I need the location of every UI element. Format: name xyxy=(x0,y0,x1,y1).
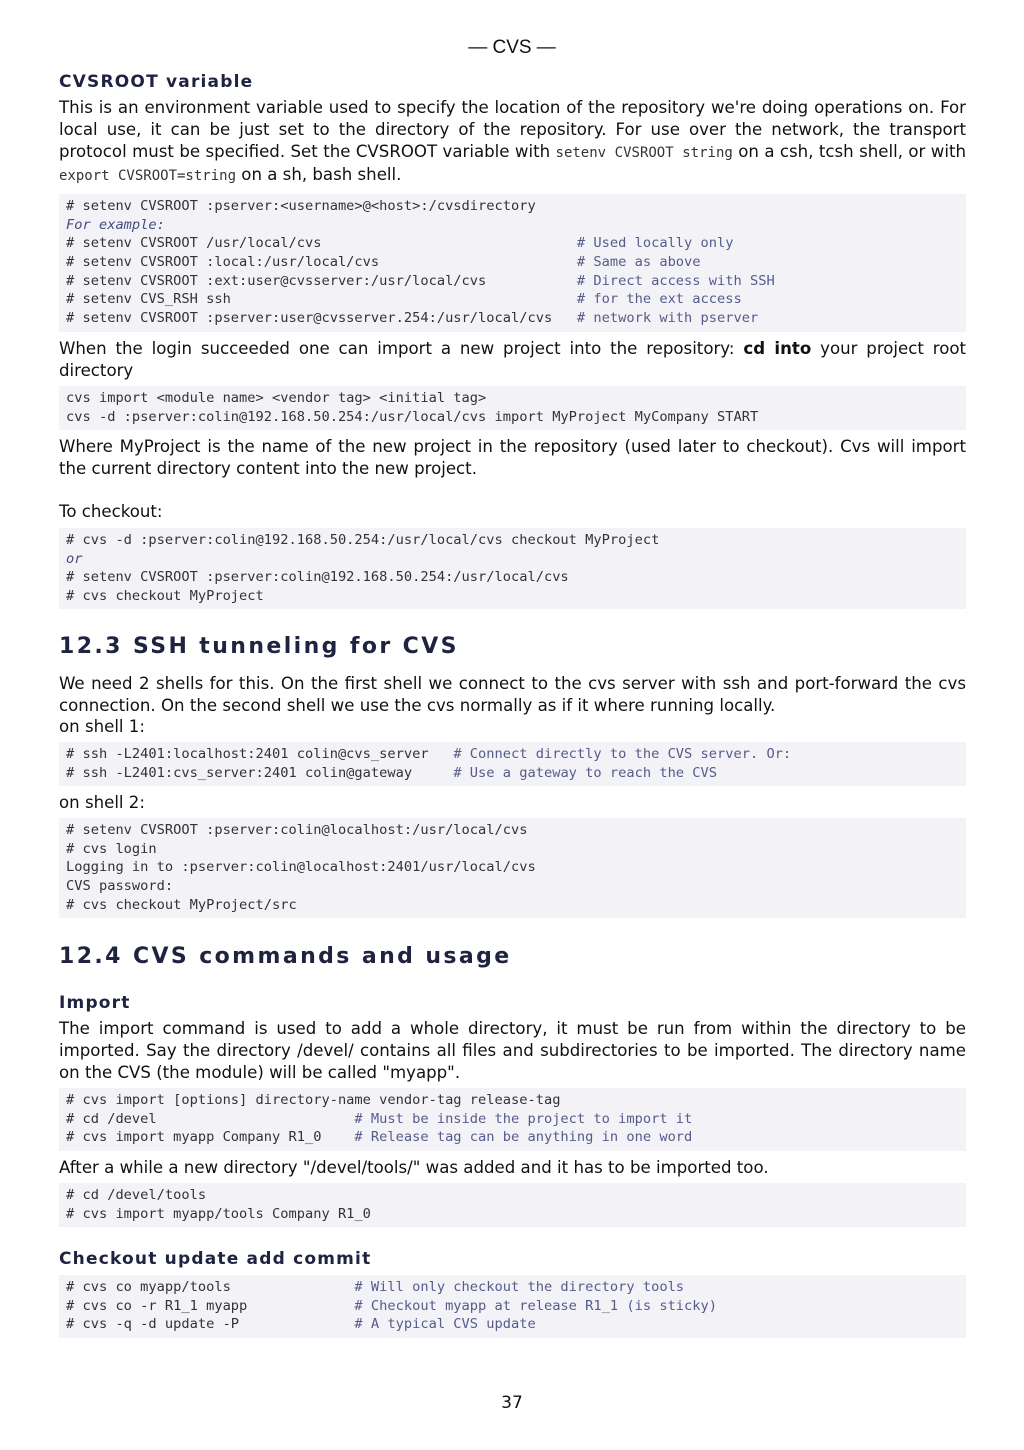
code-line: cvs import <module name> <vendor tag> <initial tag> xyxy=(66,390,487,406)
section-heading-commands: 12.4 CVS commands and usage xyxy=(59,944,512,969)
ssh-shell1-label: on shell 1: xyxy=(59,717,145,736)
code-line: # cvs -d :pserver:colin@192.168.50.254:/usr/local/cvs checkout MyProject xyxy=(66,532,660,548)
new-directory-paragraph: After a while a new directory "/devel/tools/" was added and it has to be imported too. xyxy=(59,1158,769,1177)
code-line: # cvs co myapp/tools # Will only checkout the directory tools xyxy=(66,1279,685,1295)
import-paragraph: The import command is used to add a whole directory, it must be run from within the directory to be imported. Say the directory /devel/ contains all files and subdirectories to be imported. The directory name on the CVS (the module) will be called "myapp". xyxy=(59,1019,966,1082)
code-line: # cd /devel/tools xyxy=(66,1187,207,1203)
code-line: # cvs checkout MyProject/src xyxy=(66,896,297,913)
code-line: # setenv CVSROOT :ext:user@cvsserver:/usr/local/cvs # Direct access with SSH xyxy=(66,272,775,289)
code-comment: # Connect directly to the CVS server. Or: xyxy=(453,746,792,762)
login-paragraph: When the login succeeded one can import a new project into the repository: cd into your project root directory xyxy=(59,339,966,380)
page-header: — CVS — xyxy=(468,37,556,58)
code-line: # cvs checkout MyProject xyxy=(66,588,264,605)
code-block-import-usage xyxy=(59,1088,966,1151)
code-comment: # network with pserver xyxy=(576,310,759,327)
bold-text: cd into xyxy=(743,339,812,358)
code-line: # cvs login xyxy=(66,840,157,857)
inline-code: export CVSROOT=string xyxy=(59,168,237,184)
code-line: # cvs import myapp/tools Company R1_0 xyxy=(66,1205,371,1222)
code-line: # setenv CVSROOT :pserver:user@cvsserver.254:/usr/local/cvs # network with pserver xyxy=(66,310,759,327)
checkout-paragraph: To checkout: xyxy=(59,502,163,521)
code-line: # cd /devel # Must be inside the project to import it xyxy=(66,1110,693,1127)
code-line: For example: xyxy=(66,216,165,233)
code-block-ssh-shell2 xyxy=(59,818,966,918)
code-block-import-tools xyxy=(59,1183,966,1227)
code-line: # setenv CVSROOT :pserver:colin@localhost:/usr/local/cvs xyxy=(66,822,528,838)
subheading-import: Import xyxy=(59,993,131,1013)
code-comment: # A typical CVS update xyxy=(354,1316,536,1333)
code-line: or xyxy=(66,550,83,567)
section-heading-ssh: 12.3 SSH tunneling for CVS xyxy=(59,634,459,659)
code-comment: # Use a gateway to reach the CVS xyxy=(453,764,718,781)
code-line: # cvs co -r R1_1 myapp # Checkout myapp at release R1_1 (is sticky) xyxy=(66,1297,718,1314)
code-block-checkout-usage xyxy=(59,1275,966,1338)
page-number: 37 xyxy=(501,1393,523,1413)
code-block-cvsroot xyxy=(59,194,966,332)
code-line: # setenv CVSROOT /usr/local/cvs # Used locally only xyxy=(66,235,734,252)
code-line: # cvs import [options] directory-name vendor-tag release-tag xyxy=(66,1092,561,1108)
code-line: # cvs -q -d update -P # A typical CVS update xyxy=(66,1316,536,1333)
code-line: # setenv CVSROOT :local:/usr/local/cvs # Same as above xyxy=(66,254,701,271)
code-block-checkout xyxy=(59,528,966,609)
subheading-checkout: Checkout update add commit xyxy=(59,1249,372,1269)
code-line: Logging in to :pserver:colin@localhost:2401/usr/local/cvs xyxy=(66,859,536,876)
code-comment: # Checkout myapp at release R1_1 (is sticky) xyxy=(354,1297,718,1314)
section-heading-cvsroot: CVSROOT variable xyxy=(59,72,254,92)
code-block-ssh-shell1 xyxy=(59,742,966,786)
code-comment: # Release tag can be anything in one word xyxy=(354,1129,693,1146)
ssh-shell2-label: on shell 2: xyxy=(59,793,145,812)
code-line: CVS password: xyxy=(66,878,174,895)
code-line: # setenv CVS_RSH ssh # for the ext access xyxy=(66,291,742,308)
code-line: # cvs import myapp Company R1_0 # Release tag can be anything in one word xyxy=(66,1129,693,1146)
code-line: cvs -d :pserver:colin@192.168.50.254:/usr/local/cvs import MyProject MyCompany START xyxy=(66,408,759,425)
code-line: # ssh -L2401:localhost:2401 colin@cvs_server # Connect directly to the CVS server. Or: xyxy=(66,746,792,762)
code-comment: # Direct access with SSH xyxy=(576,272,775,289)
code-comment: # Must be inside the project to import it xyxy=(354,1110,693,1127)
code-line: # setenv CVSROOT :pserver:<username>@<host>:/cvsdirectory xyxy=(66,198,536,214)
code-comment: # for the ext access xyxy=(576,291,742,308)
myproject-paragraph: Where MyProject is the name of the new project in the repository (used later to checkout). Cvs will import the current directory content into the new project. xyxy=(59,437,966,478)
ssh-paragraph: We need 2 shells for this. On the first shell we connect to the cvs server with ssh and port-forward the cvs connection. On the second shell we use the cvs normally as if it where running locally. xyxy=(59,674,966,715)
cvsroot-paragraph: This is an environment variable used to specify the location of the repository we're doing operations on. For local use, it can be just set to the directory of the repository. For use over the network, the transport protocol must be specified. Set the CVSROOT variable with setenv CVSROOT string on a csh, tcsh shell, or with export CVSROOT=string on a sh, bash shell. xyxy=(59,98,966,184)
code-comment: # Will only checkout the directory tools xyxy=(354,1279,685,1295)
code-comment: # Same as above xyxy=(576,254,701,271)
inline-code: setenv CVSROOT string xyxy=(555,145,733,161)
code-block-import xyxy=(59,386,966,430)
code-line: # ssh -L2401:cvs_server:2401 colin@gateway # Use a gateway to reach the CVS xyxy=(66,764,718,781)
code-comment: # Used locally only xyxy=(576,235,734,252)
code-line: # setenv CVSROOT :pserver:colin@192.168.50.254:/usr/local/cvs xyxy=(66,569,569,586)
